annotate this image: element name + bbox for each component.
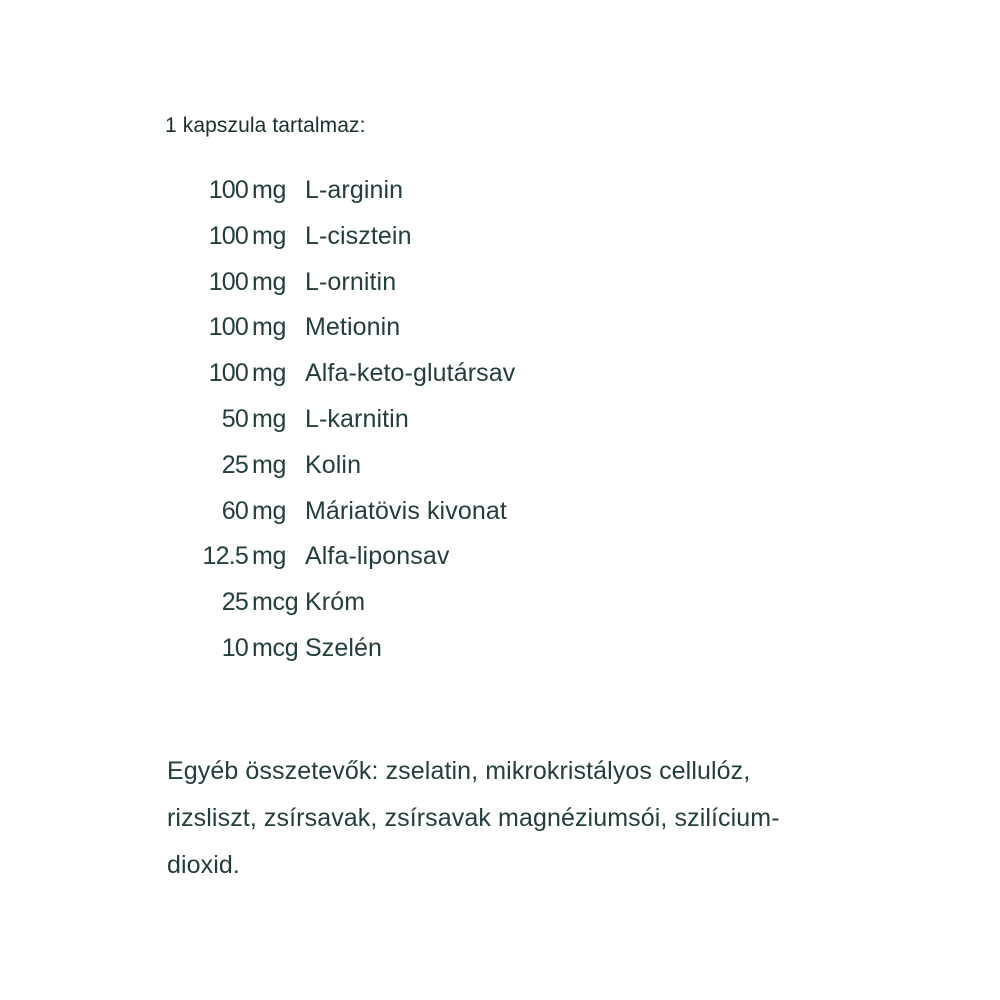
ingredient-row [150, 260, 750, 306]
ingredient-amount: 100 [208, 359, 248, 388]
ingredient-name: Alfa-liponsav [305, 542, 450, 571]
ingredient-unit: mg [252, 496, 287, 525]
ingredient-unit: mcg [252, 588, 299, 617]
ingredient-row [150, 351, 750, 397]
ingredient-name: L-karnitin [305, 404, 409, 433]
ingredient-amount: 12.5 [202, 542, 248, 571]
ingredient-unit: mg [252, 176, 287, 204]
ingredient-row [150, 397, 750, 443]
ingredient-amount: 25 [221, 588, 248, 617]
ingredient-row [150, 443, 750, 489]
ingredient-row [150, 580, 750, 626]
ingredient-amount: 10 [221, 633, 248, 662]
ingredient-list [150, 168, 750, 672]
ingredient-amount: 100 [208, 221, 248, 250]
ingredient-amount: 100 [208, 267, 248, 296]
ingredient-row [150, 489, 750, 535]
ingredient-unit: mg [252, 221, 287, 250]
ingredient-unit: mcg [252, 633, 299, 662]
ingredient-name: Szelén [305, 633, 383, 662]
ingredient-row [150, 214, 750, 260]
other-ingredients-line: dioxid. [167, 851, 240, 879]
ingredient-unit: mg [252, 450, 287, 479]
ingredient-name: Kolin [305, 450, 362, 479]
ingredient-unit: mg [252, 267, 287, 296]
ingredient-row [150, 534, 750, 580]
ingredient-unit: mg [252, 313, 287, 342]
ingredient-row [150, 168, 750, 214]
ingredient-amount: 100 [208, 313, 248, 342]
ingredient-amount: 100 [208, 176, 248, 204]
ingredient-name: L-arginin [305, 176, 404, 204]
capsule-contents-heading: 1 kapszula tartalmaz: [165, 114, 366, 137]
ingredient-unit: mg [252, 359, 287, 388]
ingredient-unit: mg [252, 404, 287, 433]
ingredient-row [150, 305, 750, 351]
ingredient-name: Alfa-keto-glutársav [305, 359, 516, 388]
ingredient-name: Metionin [305, 313, 401, 342]
ingredient-row [150, 626, 750, 672]
ingredient-name: Króm [305, 588, 366, 617]
ingredient-name: L-cisztein [305, 221, 412, 250]
other-ingredients-line: Egyéb összetevők: zselatin, mikrokristályos cellulóz, [167, 757, 751, 785]
ingredient-unit: mg [252, 542, 287, 571]
ingredient-name: Máriatövis kivonat [305, 496, 507, 525]
ingredient-amount: 60 [221, 496, 248, 525]
other-ingredients-paragraph [167, 748, 847, 889]
ingredient-name: L-ornitin [305, 267, 397, 296]
other-ingredients-line: rizsliszt, zsírsavak, zsírsavak magnéziumsói, szilícium- [167, 804, 780, 832]
ingredient-amount: 50 [221, 404, 248, 433]
ingredient-amount: 25 [221, 450, 248, 479]
